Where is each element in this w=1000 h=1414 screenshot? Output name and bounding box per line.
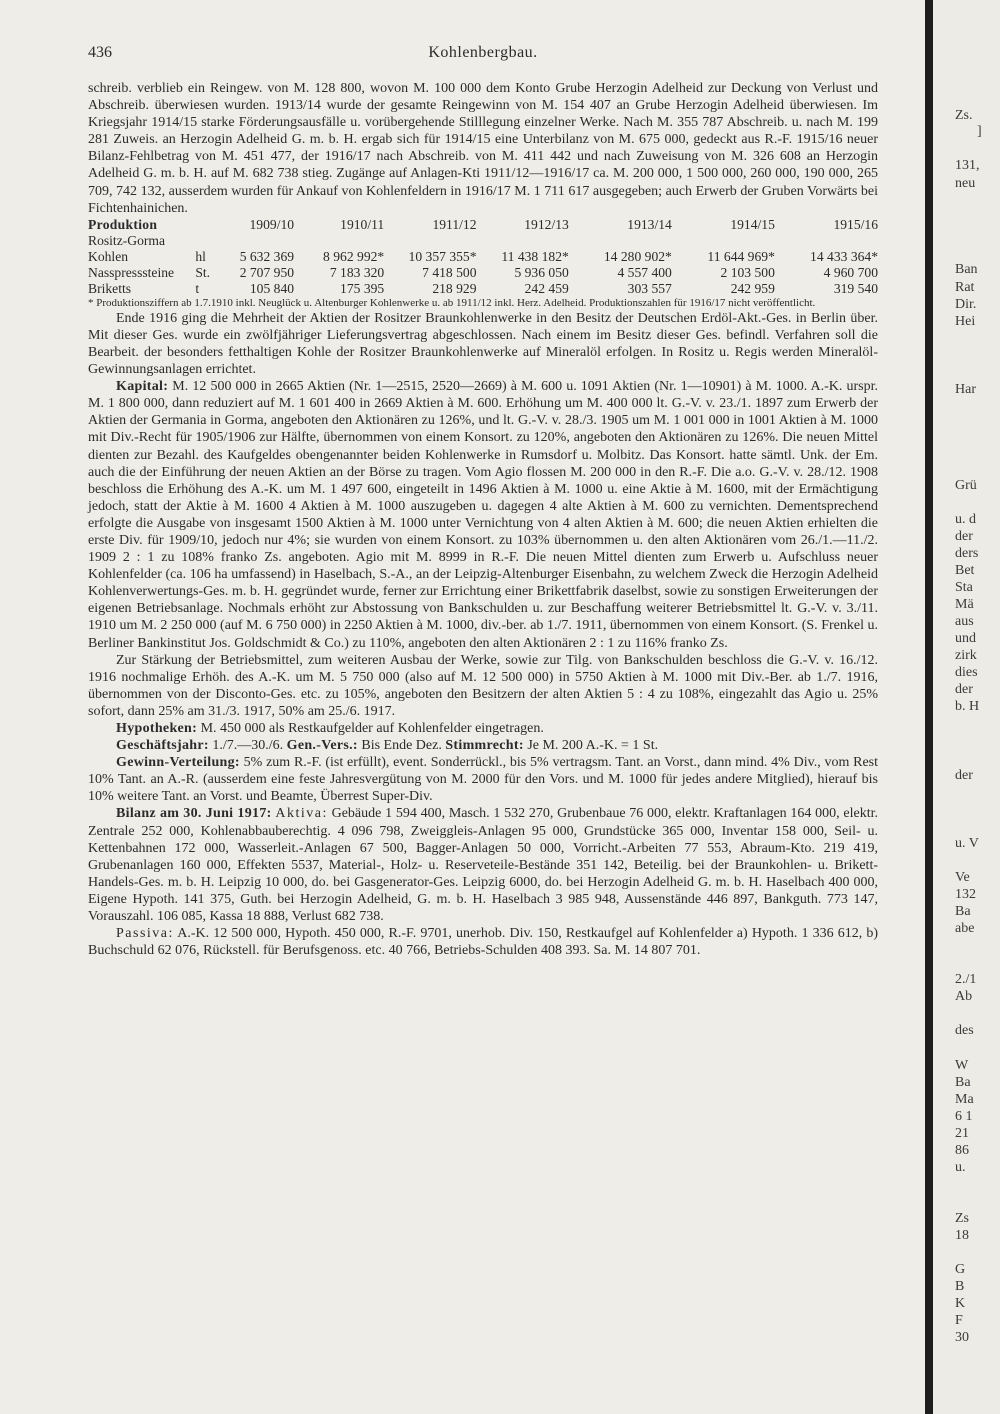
table-cell: 7 418 500 bbox=[422, 264, 477, 280]
year-cell: 1909/10 bbox=[249, 216, 295, 232]
production-label: Produktion bbox=[88, 216, 158, 232]
bilanz-section bbox=[88, 805, 878, 925]
fragment: 2./1 bbox=[955, 972, 977, 987]
fragment: Ba bbox=[955, 1075, 971, 1090]
table-cell: 14 280 902* bbox=[603, 248, 672, 264]
table-cell: 10 357 355* bbox=[408, 248, 477, 264]
table-row bbox=[88, 281, 878, 297]
aktiva-label: Aktiva: bbox=[275, 806, 328, 822]
row-name: Briketts bbox=[88, 280, 132, 296]
fragment: 30 bbox=[955, 1330, 969, 1345]
fragment: Sta bbox=[955, 580, 973, 595]
fragment: B bbox=[955, 1279, 965, 1294]
fragment: zirk bbox=[955, 648, 977, 663]
fragment: des bbox=[955, 1023, 974, 1038]
passiva-label: Passiva: bbox=[116, 926, 174, 942]
kapital-section bbox=[88, 378, 878, 652]
kapital-label: Kapital: bbox=[116, 379, 169, 395]
fragment: Ban bbox=[955, 262, 978, 277]
row-name: Nasspresssteine bbox=[88, 264, 175, 280]
table-cell: 11 644 969* bbox=[707, 248, 775, 264]
table-cell: 242 959 bbox=[730, 280, 775, 296]
production-footnote: * Produktionsziffern ab 1.7.1910 inkl. Neuglück u. Altenburger Kohlenwerke u. ab 1911/12 inkl. Herz. Adelheid. Produktionszahlen für 1916/17 nicht veröffentlicht. bbox=[88, 296, 816, 309]
table-row bbox=[88, 249, 878, 265]
fragment: Ve bbox=[955, 870, 970, 885]
fragment: 86 bbox=[955, 1143, 969, 1158]
fragment: Zs bbox=[955, 1211, 969, 1226]
paragraph-staerkung: Zur Stärkung der Betriebsmittel, zum weiteren Ausbau der Werke, sowie zur Tilg. von Bankschulden beschloss die G.-V. v. 16./12. 1916 nochmalige Erhöh. des A.-K. um M. 5 750 000 (also auf M. 12 500 000) in 5750 Aktien à M. 1000 mit Div.-Ber. ab 1./7. 1916, übernommen von der Disconto-Ges. etc. zu 105%, angeboten den Besitzern der alten Aktien 5 : 4 zu 108%, eingezahlt das Agio u. 25% sofort, dann 25% am 31./3. 1917, 50% am 25./6. 1917. bbox=[88, 652, 878, 719]
table-cell: 5 936 050 bbox=[514, 264, 569, 280]
table-cell: 319 540 bbox=[833, 280, 878, 296]
binding-gutter bbox=[925, 0, 933, 1414]
fragment: u. d bbox=[955, 512, 976, 527]
hypotheken-section bbox=[88, 720, 878, 737]
fragment: ] bbox=[977, 124, 982, 139]
fragment: dies bbox=[955, 665, 978, 680]
year-cell: 1911/12 bbox=[432, 216, 477, 232]
page-number: 436 bbox=[88, 44, 112, 61]
year-cell: 1915/16 bbox=[833, 216, 878, 232]
row-unit: t bbox=[195, 280, 200, 296]
geschaeftsjahr-text: 1./7.—30./6. bbox=[212, 738, 284, 754]
fragment: 132 bbox=[955, 887, 976, 902]
table-cell: 303 557 bbox=[627, 280, 672, 296]
bilanz-label: Bilanz am 30. Juni 1917: bbox=[116, 806, 272, 822]
stimmrecht-text: Je M. 200 A.-K. = 1 St. bbox=[527, 738, 659, 754]
fragment: Zs. bbox=[955, 108, 973, 123]
fragment: der bbox=[955, 682, 973, 697]
fragment: Hei bbox=[955, 314, 976, 329]
fragment: F bbox=[955, 1313, 963, 1328]
intro-paragraph: schreib. verblieb ein Reingew. von M. 128 800, wovon M. 100 000 dem Konto Grube Herzogin Adelheid zur Deckung von Verlust und Abschreib. überwiesen wurden. 1913/14 wurde der gesamte Reingewinn von M. 154 407 an Grube Herzogin Adelheid überwiesen. Im Kriegsjahr 1914/15 starke Förderungsausfälle u. vorübergehende Stilllegung einzelner Werke. Nach M. 355 787 Abschreib. u. nach M. 199 281 Zuweis. an Herzogin Adelheid G. m. b. H. ergab sich für 1914/15 eine Unterbilanz von M. 675 000, gedeckt aus R.-F. 1915/16 neuer Bilanz-Fehlbetrag von M. 451 477, der 1916/17 nach Abschreib. von M. 411 442 und nach Zuweisung von M. 326 608 an Herzogin Adelheid G. m. b. H. auf M. 682 738 stieg. Zugänge auf Anlagen-Kti 1911/12—1916/17 ca. M. 200 000, 1 500 000, 260 000, 190 000, 265 709, 742 132, ausserdem wurden für Ankauf von Kohlenfeldern in 1916/17 M. 1 711 617 ausgegeben; auch Erwerb der Gruben Vorwärts bei Fichtenhainichen. bbox=[88, 81, 878, 216]
fragment: ders bbox=[955, 546, 979, 561]
fragment: der bbox=[955, 768, 973, 783]
fragment: abe bbox=[955, 921, 975, 936]
fragment: u. bbox=[955, 1160, 966, 1175]
table-cell: 11 438 182* bbox=[501, 248, 569, 264]
hypotheken-text: M. 450 000 als Restkaufgelder auf Kohlenfelder eingetragen. bbox=[200, 721, 544, 736]
table-cell: 4 557 400 bbox=[617, 264, 672, 280]
fragment: Ma bbox=[955, 1092, 974, 1107]
table-cell: 218 929 bbox=[432, 280, 477, 296]
fragment: der bbox=[955, 529, 973, 544]
fragment: aus bbox=[955, 614, 974, 629]
fragment: Bet bbox=[955, 563, 975, 578]
fragment: K bbox=[955, 1296, 966, 1311]
table-cell: 242 459 bbox=[524, 280, 569, 296]
paragraph-ende-1916: Ende 1916 ging die Mehrheit der Aktien der Rositzer Braunkohlenwerke in den Besitz der Deutschen Erdöl-Akt.-Ges. in Berlin über. Mit dieser Ges. wurde ein zwölfjähriger Lieferungsvertrag abgeschlossen. Nach einem im Besitz dieser Ges. befindl. Verfahren soll die Bearbeit. der besonders fetthaltigen Kohle der Rositzer Braunkohlenwerke auf Mineralöl erfolgen. In Rositz u. Regis werden Mineralöl-Gewinnungsanlagen errichtet. bbox=[88, 310, 878, 378]
table-cell: 8 962 992* bbox=[323, 248, 385, 264]
table-cell: 7 183 320 bbox=[329, 264, 385, 280]
table-row bbox=[88, 265, 878, 281]
fragment: neu bbox=[955, 176, 976, 191]
year-cell: 1910/11 bbox=[340, 216, 385, 232]
fragment: Ab bbox=[955, 989, 973, 1004]
production-table bbox=[88, 217, 878, 297]
fragment: G bbox=[955, 1262, 966, 1277]
year-cell: 1913/14 bbox=[627, 216, 672, 232]
fragment: u. V bbox=[955, 836, 979, 851]
geschaeftsjahr-label: Geschäftsjahr: bbox=[116, 738, 209, 754]
fragment: Grü bbox=[955, 478, 977, 493]
row-name: Kohlen bbox=[88, 248, 129, 264]
hypotheken-label: Hypotheken: bbox=[116, 721, 198, 736]
fragment: b. H bbox=[955, 699, 980, 714]
row-unit: hl bbox=[195, 248, 206, 264]
table-cell: 2 103 500 bbox=[720, 264, 775, 280]
aktiva-text: Gebäude 1 594 400, Masch. 1 532 270, Grubenbaue 76 000, elektr. Kraftanlagen 164 000, elektr. Zentrale 252 000, Kohlenabbauberechtig. 4 096 798, Zweiggleis-Anlagen 95 000, Grundstücke 365 000, Inventar 158 000, Seil- u. Kettenbahnen 172 000, Wasserleit.-Anlagen 67 500, Bagger-Anlagen 50 000, Vorricht.-Arbeiten 77 553, Abraum-Kto. 219 419, Grubenanlagen 160 000, Effekten 5537, Material-, Holz- u. Reserveteile-Bestände 351 142, Beteilig. bei der Braunkohlen- u. Brikett-Handels-Ges. m. b. H. Leipzig 10 000, do. bei Gasgenerator-Ges. Leipzig 6000, do. bei Herzogin Adelheid G. m. b. H. Haselbach 400 000, Eigene Hypoth. 141 375, Guth. bei Herzogin Adelheid, G. m. b. H. Haselbach 3 985 948, Aussenstände 446 897, Bankguth. 773 147, Vorauszahl. 106 085, Kassa 18 888, Verlust 682 738. bbox=[88, 806, 879, 925]
table-cell: 175 395 bbox=[340, 280, 385, 296]
stimmrecht-label: Stimmrecht: bbox=[445, 738, 524, 754]
page-header bbox=[88, 44, 878, 66]
year-cell: 1914/15 bbox=[730, 216, 775, 232]
fragment: 131, bbox=[955, 158, 980, 173]
fragment: W bbox=[955, 1058, 969, 1073]
passiva-text: A.-K. 12 500 000, Hypoth. 450 000, R.-F. 9701, unerhob. Div. 150, Restkaufgel auf Kohlenfelder a) Hypoth. 1 336 612, b) Buchschuld 62 076, Rückstell. für Berufsgenoss. etc. 40 766, Betriebs-Schulden 408 393. Sa. M. 14 807 701. bbox=[88, 926, 878, 959]
production-sublabel: Rositz-Gorma bbox=[88, 232, 166, 248]
fragment: Rat bbox=[955, 280, 975, 295]
gewinn-section bbox=[88, 754, 878, 805]
page-body bbox=[88, 80, 878, 959]
kapital-text: M. 12 500 000 in 2665 Aktien (Nr. 1—2515, 2520—2669) à M. 600 u. 1091 Aktien (Nr. 1—10901) à M. 1000. A.-K. urspr. M. 1 800 000, dann reduziert auf M. 1 601 400 in 2669 Aktien à M. 600. Erhöhung um M. 400 000 lt. G.-V. v. 23./1. 1897 zum Erwerb der Aktien der Germania in Gorma, angeboten den Aktionären zu 126%, und lt. G.-V. v. 28./3. 1905 um M. 1 001 000 in 1001 Aktien à M. 1000 mit Div.-Recht für 1905/1906 zur Hälfte, übernommen von einem Konsort. zu 120%, angeboten den Aktionären zu 126%. Die neuen Mittel dienten zur Bezahl. des Kaufgeldes obengenannter beiden Kohlenwerke in Rumsdorf u. Molbitz. Das Konsort. hatte sämtl. Unk. der Em. auch die der Einführung der neuen Aktien an der Börse zu tragen. Vom Agio flossen M. 200 000 in den R.-F. Die a.o. G.-V. v. 28./12. 1908 beschloss die Erhöhung des A.-K. um M. 1 497 600, eingeteilt in 1496 Aktien à M. 1000 u. eine Aktie à M. 1600, mit der Ermächtigung jedoch, statt der Aktie à M. 1600 4 Aktien à M. 1000 auszugeben u. dagegen 4 alte Aktien à M. 600 zu vernichten. Dementsprechend erfolgte die Ausgabe von insgesamt 1500 Aktien à M. 1000 unter Vernichtung von 4 alten Aktien à M. 600; die neuen Aktien erhielten die erste Div. für 1909/10, jedoch nur 4%; sie wurden von einem Konsort. zu 103% übernommen u. den alten Aktionären vom 26./1.—11./2. 1909 2 : 1 zu 108% franko Zs. angeboten. Agio mit M. 8999 in R.-F. Die neuen Mittel dienten zum Erwerb u. Aufschluss neuer Kohlenfelder (ca. 106 ha umfassend) in Haselbach, S.-A., an der Leipzig-Altenburger Eisenbahn, zu welchem Zweck die Herzogin Adelheid Kohlenverwertungs-Ges. m. b. H. gegründet wurde, ferner zur Errichtung einer Brikettfabrik daselbst, sowie zu sonstigen Erweiterungen der eigenen Betriebsanlage. Nochmals erhöht zur Abstossung von Bankschulden u. zur Beschaffung weiterer Betriebsmittel lt. G.-V. v. 3./11. 1910 um M. 2 250 000 (auf M. 6 750 000) in 2250 Aktien à M. 1000, div.-ber. ab 1./7. 1911, übernommen von einem Konsort. (S. Frenkel u. Berliner Bankinstitut Jos. Goldschmidt & Co.) zu 110%, angeboten den alten Aktionären 2 : 1 zu 116% franko Zs. bbox=[88, 379, 879, 651]
production-subheader-row bbox=[88, 233, 878, 249]
table-cell: 105 840 bbox=[249, 280, 295, 296]
fragment: 6 1 bbox=[955, 1109, 973, 1124]
table-cell: 5 632 369 bbox=[239, 248, 295, 264]
production-header-row bbox=[88, 217, 878, 233]
year-cell: 1912/13 bbox=[524, 216, 569, 232]
gewinn-text: 5% zum R.-F. (ist erfüllt), event. Sonderrückl., bis 5% vertragsm. Tant. an Vorst., dann mind. 4% Div., vom Rest 10% Tant. an A.-R. (ausserdem eine feste Jahresvergütung von M. 2000 für den Vors. und M. 1000 für jedes andere Mitglied), hierauf bis 10% weitere Tant. an Vorst. und Beamte, Überrest Super-Div. bbox=[88, 755, 878, 805]
table-cell: 4 960 700 bbox=[823, 264, 878, 280]
row-unit: St. bbox=[195, 264, 211, 280]
fragment: Ba bbox=[955, 904, 971, 919]
gewinn-label: Gewinn-Verteilung: bbox=[116, 755, 240, 771]
running-title: Kohlenbergbau. bbox=[428, 44, 538, 61]
passiva-section bbox=[88, 925, 878, 959]
fragment: 18 bbox=[955, 1228, 969, 1243]
fragment: Har bbox=[955, 382, 976, 397]
gen-vers-text: Bis Ende Dez. bbox=[361, 738, 442, 754]
table-cell: 14 433 364* bbox=[810, 248, 878, 264]
fragment: Dir. bbox=[955, 297, 977, 312]
fragment: Mä bbox=[955, 597, 974, 612]
fragment: 21 bbox=[955, 1126, 969, 1141]
next-page-strip bbox=[933, 0, 1000, 1414]
table-cell: 2 707 950 bbox=[239, 264, 295, 280]
gen-vers-label: Gen.-Vers.: bbox=[286, 738, 358, 754]
fragment: und bbox=[955, 631, 976, 646]
geschaeftsjahr-section bbox=[88, 737, 878, 754]
